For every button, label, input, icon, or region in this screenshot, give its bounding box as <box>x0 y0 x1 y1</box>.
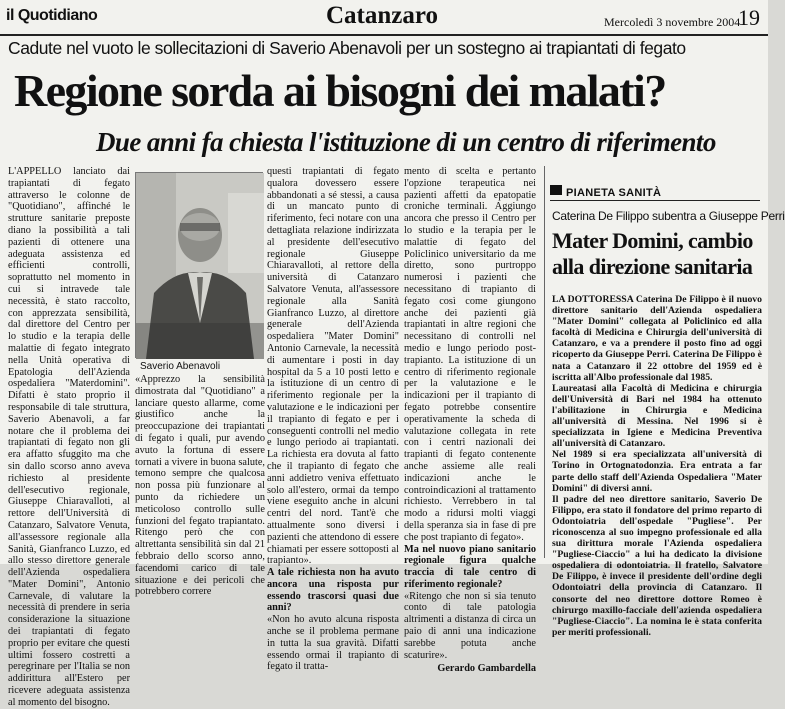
article-subhead: Due anni fa chiesta l'istituzione di un centro di riferimento <box>96 127 716 157</box>
article-paragraph: mento di scelta e pertanto l'opzione terapeutica nei pazienti affetti da epatopatie croniche terminali. Aggiungo ancora che presso il Centro per lo studio e la terapia per le malattie di fegato del Policlinico universitario da me diretto, sono purtroppo numerosi i pazienti che necessitano di trapianto di fegato così come giungono anche dei pazienti già trapiantati in altre regioni che necessitano di controlli nel medio e lungo periodo post-trapianto. La istituzione di un centro di riferimento regionale per la valutazione e le indicazioni per il trapianto di fegato potrebbe consentire operativamente la scheda di valutazione collegata in rete con i centri nazionali dei trapianti di fegato contenente anche assieme alle reali indicazioni anche le controindicazioni al trattamento richiesto. Verrebbero in tal modo a ridursi molti viaggi della speranza sia in fase di pre che post trapianto di fegato». <box>404 166 536 543</box>
sidebar-section-tag: PIANETA SANITÀ <box>566 187 662 199</box>
column-divider <box>544 166 545 558</box>
sidebar-paragraph: Nel 1989 si era specializzata all'università di Torino in Ortognatodonzia. Era entrata a far parte dello staff dell'Azienda Ospedaliera "Mater Domini" di diversi anni. <box>552 449 762 494</box>
portrait-photo <box>135 172 263 358</box>
sidebar-rule <box>550 200 760 201</box>
issue-date: Mercoledì 3 novembre 2004 <box>604 15 741 29</box>
article-headline: Regione sorda ai bisogni dei malati? <box>14 65 666 116</box>
article-column-2 <box>135 374 265 598</box>
article-paragraph: L'APPELLO lanciato dai trapiantati di fegato attraverso le colonne de "Quotidiano", affinché le strutture sanitarie preposte diano la possibilità a tali pazienti di ottenere una adeguata assistenza ed efficienti controlli, soprattutto nel momento in cui si intravede tale necessità, è stato raccolto, con apprezzata sensibilità, dal direttore del Centro per lo studio e la terapia delle malattie di fegato integrato nella Unità operativa di Epatologia dell'Azienda ospedaliera "Materdomini". Difatti è stato proprio il responsabile di tale struttura, Saverio Abenavoli, a far notare che il problema dei trapiantati di fegato non gli era affatto sfuggito ma che sin dallo scorso anno aveva richiesto al presidente dell'esecutivo regionale, Giuseppe Chiaravalloti, al rettore dell'Università di Catanzaro, Salvatore Venuta, all'assessore regionale alla Sanità, Gianfranco Luzzo, ed allo stesso direttore generale dell'Azienda ospedaliera "Mater Domini", Antonio Carnevale, di valutare la necessità di prendere in seria considerazione la situazione dei trapiantati di fegato proprio per evitare che questi ultimi fossero costretti a peregrinare per l'Italia se non addirittura all'Estero per ricevere adeguata assistenza al momento del bisogno. <box>8 166 130 708</box>
section-tag-marker <box>550 185 562 195</box>
sidebar-paragraph: LA DOTTORESSA Caterina De Filippo è il nuovo direttore sanitario dell'Azienda ospedaliera "Mater Domini" collegata al Policlinico ed alla facoltà di Medicina e Chirurgia dell'università di Catanzaro, e va a prendere il posto fino ad oggi ricoperto da Giuseppe Perri. Caterina De Filippo è nata a Catanzaro il 22 ottobre del 1959 ed è iscritta all'Albo professionale dal 1985. <box>552 294 762 383</box>
interview-question: Ma nel nuovo piano sanitario regionale figura qualche traccia di tale centro di riferimento regionale? <box>404 543 536 590</box>
article-paragraph: «Non ho avuto alcuna risposta anche se il problema permane in tutta la sua gravità. Difatti essendo ormai il trapianto di fegato il tratta- <box>267 614 399 673</box>
author-byline: Gerardo Gambardella <box>437 663 536 675</box>
interview-question: A tale richiesta non ha avuto ancora una risposta pur essendo trascorsi quasi due anni? <box>267 567 399 614</box>
article-paragraph: «Ritengo che non si sia tenuto conto di tale patologia altrimenti a distanza di circa un paio di anni una indicazione sarebbe potuta anche scaturire». <box>404 590 536 661</box>
portrait-illustration <box>136 173 264 359</box>
article-column-4 <box>404 166 536 675</box>
article-paragraph: «Apprezzo la sensibilità dimostrata dal "Quotidiano" a lanciare questo allarme, come giustifico anche la preoccupazione dei trapiantati di fegato i quali, pur avendo avuto la fortuna di essere tornati a vivere in buona salute, temono sempre che qualcosa non possa più funzionare al punto da richiedere un meticoloso controllo sulle funzioni del fegato trapiantato. Ritengo però che con altrettanta sensibilità sin dal 21 febbraio dello scorso anno, facendomi carico di tale situazione e dei pericoli che potrebbero correre <box>135 374 265 598</box>
article-column-3 <box>267 166 399 673</box>
photo-caption: Saverio Abenavoli <box>140 361 221 372</box>
article-kicker: Cadute nel vuoto le sollecitazioni di Saverio Abenavoli per un sostegno ai trapiantati di fegato <box>8 38 686 58</box>
sidebar-paragraph: Il padre del neo direttore sanitario, Saverio De Filippo, era stato il fondatore del primo reparto di Odontoiatria dell'ospedale "Pugliese". Per riconoscenza al suo impegno professionale ed alla sua dirittura morale l'Azienda ospedaliera "Pugliese-Ciaccio" a lui ha dedicato la divisione ospedaliera di odontoiatria. Il fratello, Salvatore De Filippo, è invece il presidente dell'ordine degli Odontoiatri della provincia di Catanzaro. Il consorte del neo direttore dottore Romeo è chirurgo maxillo-facciale dell'azienda ospedaliera "Pugliese-Ciaccio". La nomina le è stata conferita per meriti professionali. <box>552 493 762 638</box>
newspaper-name: il Quotidiano <box>6 7 98 24</box>
sidebar-paragraph: Laureatasi alla Facoltà di Medicina e chirurgia dell'Università di Bari nel 1984 ha ottenuto l'abilitazione in Chirurgia e Medicina all'università di Messina. Nel 1996 si è specializzata in Igiene e Medicina Preventiva all'università di Catanzaro. <box>552 382 762 450</box>
article-column-1 <box>8 166 130 708</box>
section-title: Catanzaro <box>326 2 439 29</box>
sidebar-kicker: Caterina De Filippo subentra a Giuseppe Perri <box>552 209 785 223</box>
sidebar-body <box>552 294 762 638</box>
article-paragraph: questi trapiantati di fegato qualora dovessero essere abbandonati a sé stessi, a causa di un mancato punto di riferimento, feci notare con una dettagliata relazione indirizzata al presidente dell'esecutivo regionale Giuseppe Chiaravalloti, al rettore della università di Catanzaro Salvatore Venuta, all'assessore regionale alla Sanità Gianfranco Luzzo, al direttore generale dell'Azienda ospedaliera "Mater Domini" Antonio Carnevale, la necessità di aumentare i posti in day hospital da 5 a 10 posti letto e la istituzione di un centro di riferimento regionale per la valutazione e le indicazioni per il trapianto di fegato e per i conseguenti controlli nel medio e lungo periodo ai trapiantati. La richiesta era dovuta al fatto che il trapianto di fegato che anni addietro veniva effettuato solo all'estero, ormai da tempo viene eseguito anche in alcuni centri del nord. Tant'è che attualmente sono diversi i pazienti che attendono di essere chiamati per essere sottoposti al trapianto». <box>267 166 399 567</box>
sidebar-headline: Mater Domini, cambio alla direzione sanitaria <box>552 228 753 279</box>
masthead <box>0 0 768 36</box>
page-number: 19 <box>738 5 760 30</box>
